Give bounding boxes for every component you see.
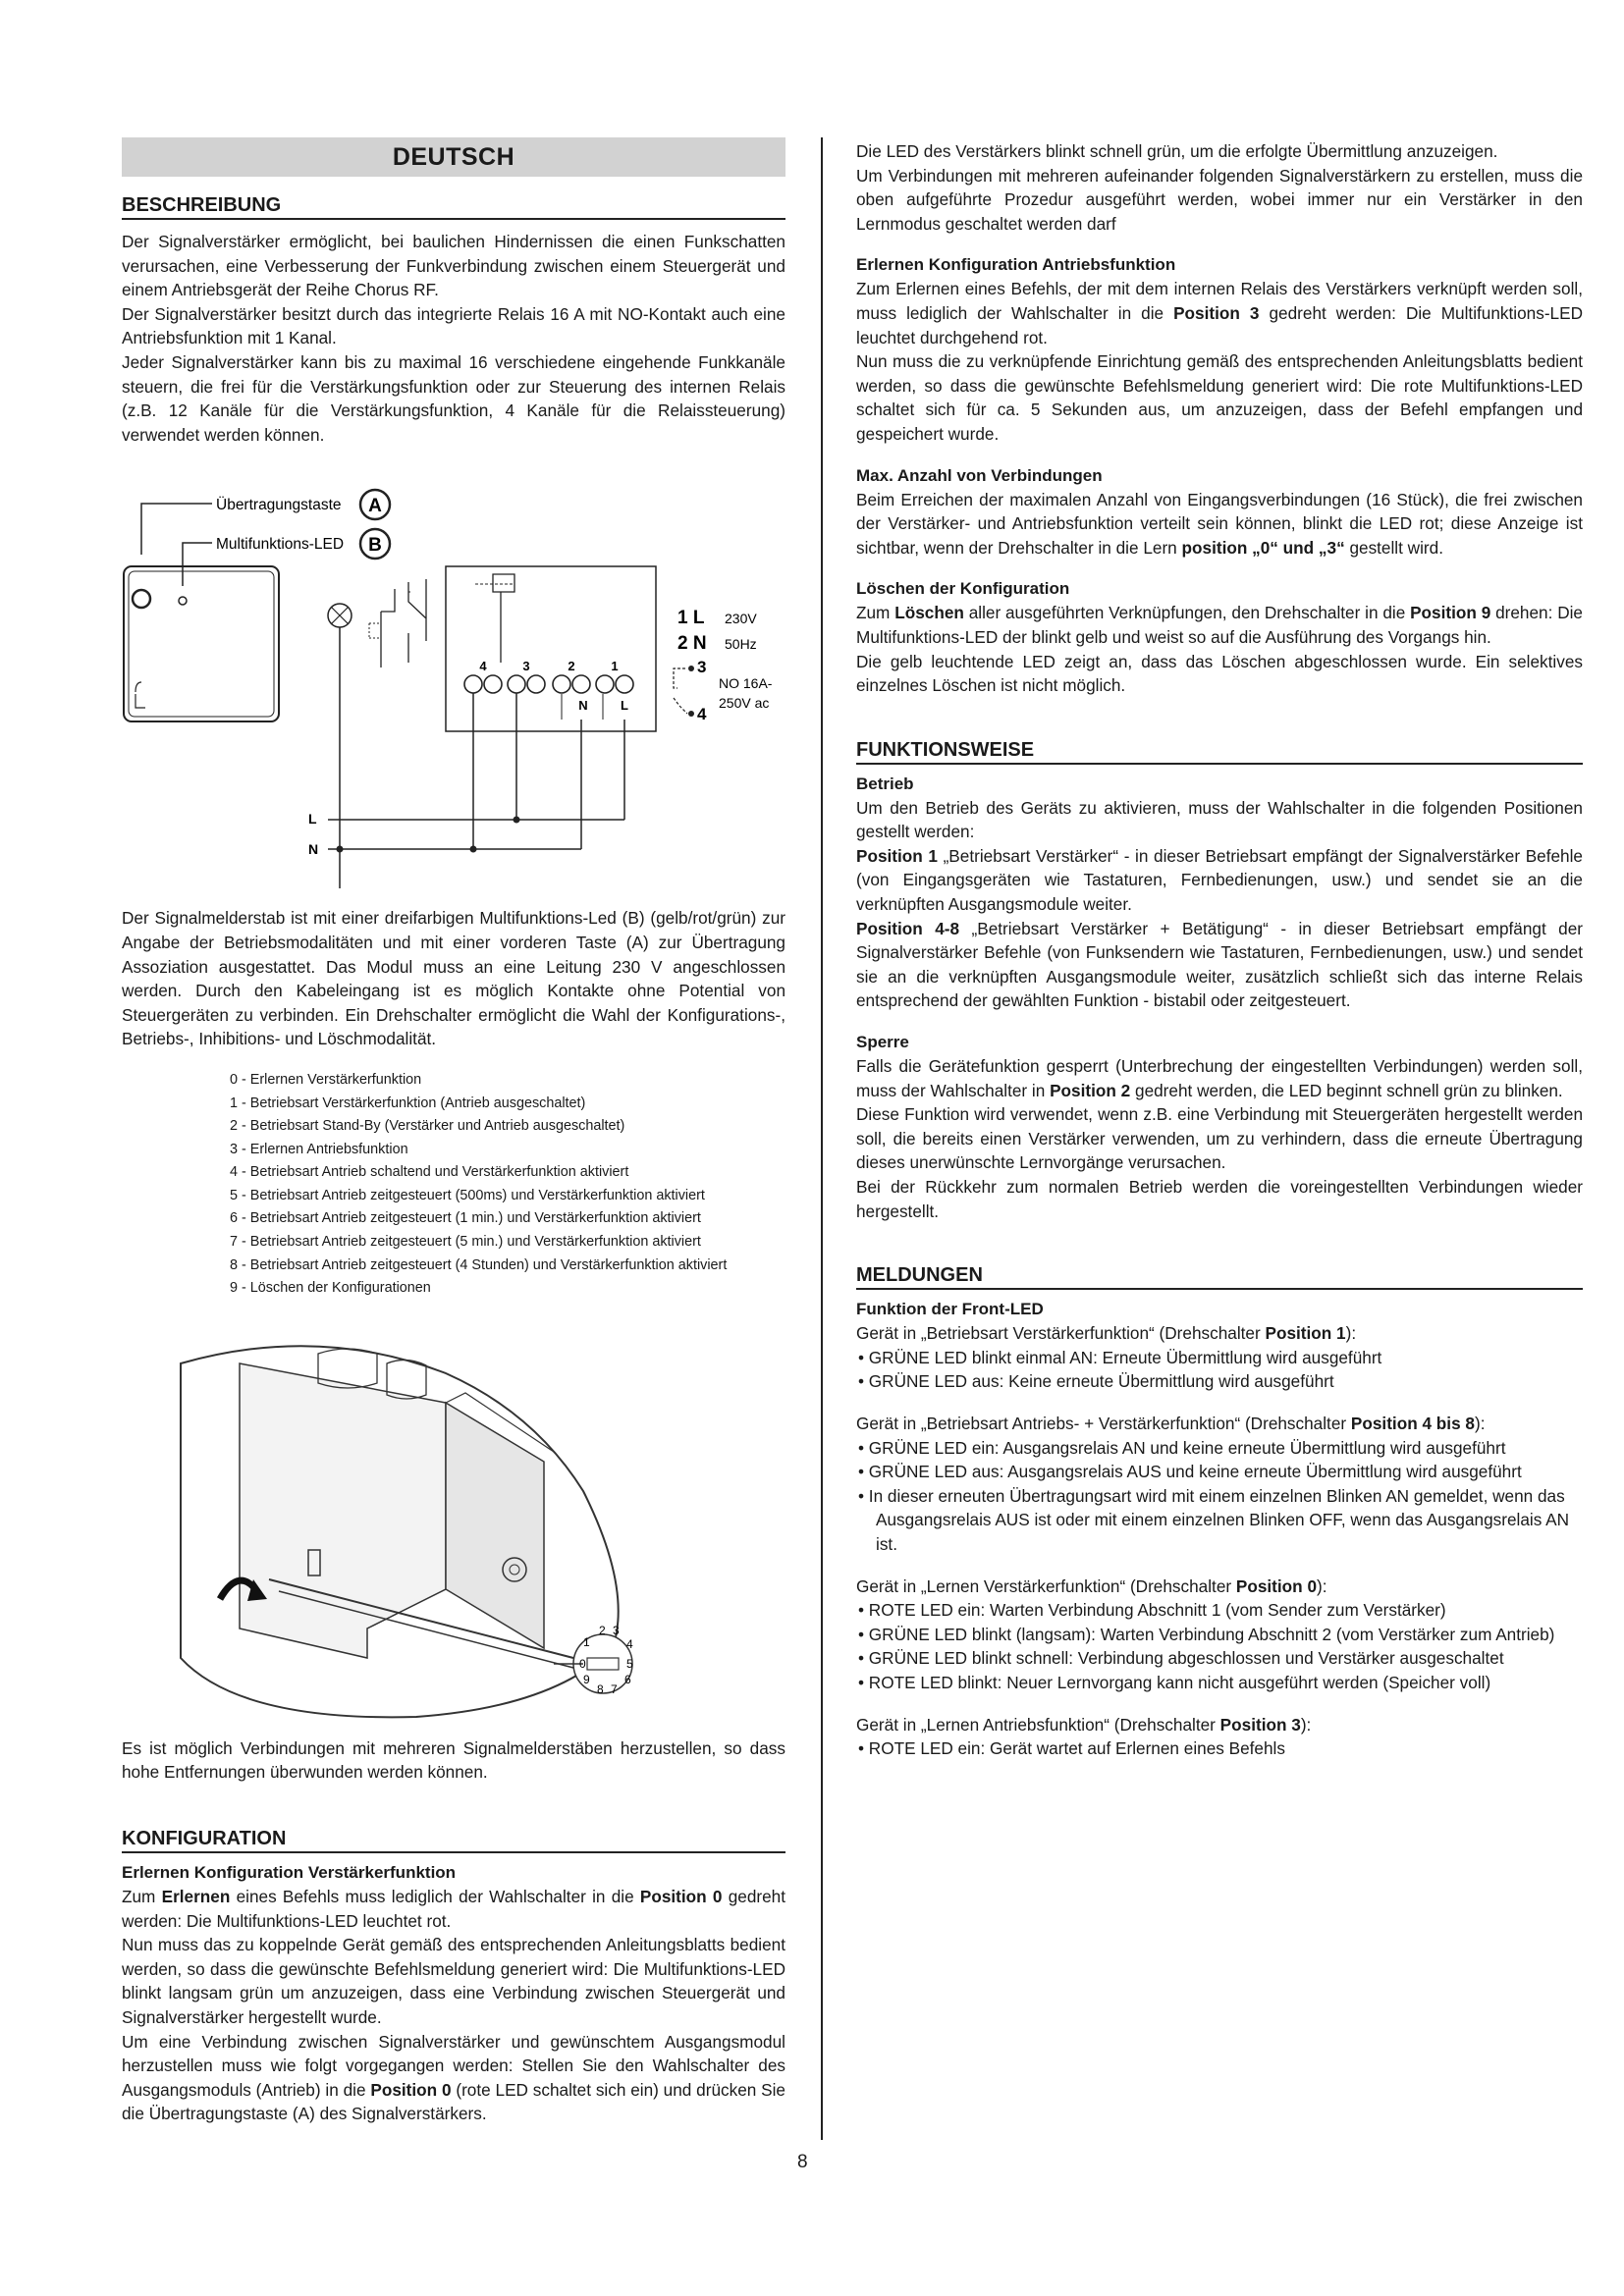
paragraph: Die LED des Verstärkers blinkt schnell grün, um die erfolgte Übermittlung anzuzeigen. — [856, 141, 1498, 161]
callout-label-a: Übertragungstaste — [216, 497, 342, 514]
paragraph: Gerät in „Betriebsart Antriebs- + Verstärkerfunktion“ (Drehschalter Position 4 bis 8): — [856, 1413, 1486, 1433]
subheading: Erlernen Konfiguration Verstärkerfunktion — [122, 1863, 457, 1883]
paragraph: Gerät in „Lernen Antriebsfunktion“ (Drehschalter Position 3): — [856, 1714, 1312, 1735]
list-item: • GRÜNE LED aus: Ausgangsrelais AUS und keine erneute Übermittlung wird ausgeführt — [858, 1462, 1522, 1482]
list-item: • In dieser erneuten Übertragungsart wird mit einem einzelnen Blinken AN gemeldet, wenn das Ausgangsrelais AUS ist oder mit einem einzelnen Blinken OFF, wenn das Ausgangsrelais AN ist. — [858, 1485, 1570, 1554]
terminal-legend-4: 4 — [697, 705, 707, 724]
paragraph: Gerät in „Betriebsart Verstärkerfunktion“ (Drehschalter Position 1): — [856, 1323, 1357, 1344]
device-front — [124, 566, 279, 721]
voltage-label: 230V — [725, 611, 757, 627]
list-item: 8 - Betriebsart Antrieb zeitgesteuert (4 Stunden) und Verstärkerfunktion aktiviert — [230, 1256, 728, 1273]
subheading: Löschen der Konfiguration — [856, 579, 1070, 599]
paragraph: Nun muss die zu verknüpfende Einrichtung gemäß des entsprechenden Anleitungsblatts bedient werden, so dass die gewünschte Befehlsmeldung generiert wird: Die rote Multifunktions-LED schaltet sich für ca. 5 Sekunden aus, um anzuzeigen, dass der Befehl empfangen und gespeichert wurde. — [856, 351, 1583, 444]
paragraph: Zum Löschen aller ausgeführten Verknüpfungen, den Drehschalter in die Position 9 drehen: Die Multifunktions-LED der blinkt gelb und weist so auf die Ausführung des Vorgangs hin. — [856, 603, 1583, 647]
dial-digit: 4 — [626, 1636, 633, 1651]
terminal-legend-3: 3 — [697, 658, 707, 677]
list-item: 2 - Betriebsart Stand-By (Verstärker und Antrieb ausgeschaltet) — [230, 1118, 625, 1135]
list-item: 6 - Betriebsart Antrieb zeitgesteuert (1 min.) und Verstärkerfunktion aktiviert — [230, 1210, 701, 1227]
subheading: Funktion der Front-LED — [856, 1300, 1044, 1319]
terminal-label-n: N — [578, 698, 588, 714]
left-column — [122, 137, 785, 2126]
dial-digit: 2 — [599, 1623, 606, 1637]
terminal-label-l: L — [621, 698, 628, 714]
paragraph: Gerät in „Lernen Verstärkerfunktion“ (Drehschalter Position 0): — [856, 1575, 1327, 1596]
paragraph: Falls die Gerätefunktion gesperrt (Unterbrechung der eingestellten Verbindungen) werden soll, muss der Wahlschalter in Position 2 gedreht werden, die LED beginnt schnell grün zu blinken. — [856, 1056, 1583, 1100]
dial-digit: 1 — [583, 1634, 590, 1649]
paragraph: Jeder Signalverstärker kann bis zu maximal 16 verschiedene eingehende Funkkanäle steuern, die frei für die Verstärkungsfunktion oder zur Steuerung des internen Relais (z.B. 12 Kanäle für die Verstärkungsfunktion, 4 Kanäle für die Relaissteuerung) verwendet werden können. — [122, 351, 785, 445]
paragraph: Beim Erreichen der maximalen Anzahl von Eingangsverbindungen (16 Stück), die frei zwischen der Verstärker- und Antriebsfunktion verteilt sein können, blinkt die LED rot; diese Anzeige ist sichtbar, wenn der Drehschalter in die Lern position „0“ und „3“ gestellt wird. — [856, 489, 1583, 558]
device-illustration — [122, 1334, 785, 1727]
paragraph: Die gelb leuchtende LED zeigt an, dass das Löschen abgeschlossen wurde. Ein selektives einzelnes Löschen ist nicht möglich. — [856, 651, 1583, 696]
paragraph: Bei der Rückkehr zum normalen Betrieb werden die voreingestellten Verbindungen wieder hergestellt. — [856, 1177, 1583, 1221]
list-item: • ROTE LED ein: Warten Verbindung Abschnitt 1 (vom Sender zum Verstärker) — [858, 1600, 1446, 1621]
section-title-beschreibung: BESCHREIBUNG — [122, 194, 785, 220]
wire-label-l: L — [308, 811, 317, 828]
section-title-meldungen: MELDUNGEN — [856, 1264, 1583, 1290]
paragraph: Der Signalverstärker ermöglicht, bei baulichen Hindernissen die einen Funkschatten verursachen, eine Verbesserung der Funkverbindung zwischen einem Steuergerät und einem Antriebsgerät der Reihe Chorus RF. — [122, 232, 785, 300]
list-item: • GRÜNE LED blinkt (langsam): Warten Verbindung Abschnitt 2 (vom Verstärker zum Antrieb) — [858, 1624, 1555, 1644]
list-item: 1 - Betriebsart Verstärkerfunktion (Antrieb ausgeschaltet) — [230, 1095, 586, 1111]
paragraph: Um Verbindungen mit mehreren aufeinander folgenden Signalverstärkern zu erstellen, muss die oben aufgeführte Prozedur ausgeführt werden, wobei immer nur ein Verstärker in den Lernmodus geschaltet werden darf — [856, 165, 1583, 234]
list-item: • ROTE LED ein: Gerät wartet auf Erlernen eines Befehls — [858, 1738, 1285, 1759]
section-title-konfiguration: KONFIGURATION — [122, 1828, 785, 1853]
dial-digit: 7 — [611, 1682, 618, 1696]
terminal-number: 3 — [522, 659, 530, 674]
list-item: • GRÜNE LED aus: Keine erneute Übermittlung wird ausgeführt — [858, 1371, 1334, 1392]
callout-letter-a: A — [368, 496, 382, 517]
paragraph: Position 4-8 „Betriebsart Verstärker + Betätigung“ - in dieser Betriebsart empfängt der Signalverstärker Befehle (von Funksendern wie Tastaturen, Fernbedienungen, usw.) und sendet sie an die verknüpften Ausgangsmodule weiter, zusätzlich schließt sich das interne Relais entsprechend der gewählten Funktion - bistabil oder zeitgesteuert. — [856, 918, 1583, 1011]
paragraph: Zum Erlernen eines Befehls, der mit dem internen Relais des Verstärkers verknüpft werden soll, muss lediglich der Wahlschalter in die Position 3 gedreht werden: Die Multifunktions-LED leuchtet durchgehend rot. — [856, 279, 1583, 347]
position-list — [230, 1069, 785, 1301]
paragraph: Der Signalmelderstab ist mit einer dreifarbigen Multifunktions-Led (B) (gelb/rot/grün) zur Angabe der Betriebsmodalitäten und mit einer vorderen Taste (A) zur Übertragung Assoziation ausgestattet. Das Modul muss an eine Leitung 230 V angeschlossen werden. Durch den Kabeleingang ist es möglich Kontakte ohne Potential von Steuergeräten zu verbinden. Ein Drehschalter ermöglicht die Wahl der Konfigurations-, Betriebs-, Inhibitions- und Löschmodalität. — [122, 908, 785, 1049]
wiring-diagram — [122, 466, 785, 888]
callout-label-b: Multifunktions-LED — [216, 536, 345, 554]
relay-rating-1: NO 16A- — [719, 675, 773, 692]
paragraph: Diese Funktion wird verwendet, wenn z.B. eine Verbindung mit Steuergeräten hergestellt werden soll, die bereits einen Verstärker verwenden, um zu verhindern, dass die erneute Übertragung dieses unerwünschte Lernvorgänge verursachen. — [856, 1104, 1583, 1173]
paragraph: Um den Betrieb des Geräts zu aktivieren, muss der Wahlschalter in die folgenden Positionen gestellt werden: — [856, 797, 1583, 842]
paragraph: Der Signalverstärker besitzt durch das integrierte Relais 16 A mit NO-Kontakt auch eine Antriebsfunktion mit 1 Kanal. — [122, 303, 785, 348]
list-item: • GRÜNE LED blinkt einmal AN: Erneute Übermittlung wird ausgeführt — [858, 1347, 1382, 1367]
paragraph: Nun muss das zu koppelnde Gerät gemäß des entsprechenden Anleitungsblatts bedient werden, so dass die gewünschte Befehlsmeldung generiert wird: Die Multifunktions-LED blinkt langsam grün um anzuzeigen, dass eine Verbindung zwischen Steuergerät und Signalverstärker hergestellt wurde. — [122, 1935, 785, 2027]
relay-rating-2: 250V ac — [719, 695, 770, 712]
section-title-funktionsweise: FUNKTIONSWEISE — [856, 739, 1583, 765]
rotary-dial — [554, 1634, 632, 1693]
paragraph: Es ist möglich Verbindungen mit mehreren Signalmelderstäben herzustellen, so dass hohe Entfernungen überwunden werden können. — [122, 1737, 785, 1783]
subheading: Max. Anzahl von Verbindungen — [856, 465, 1103, 485]
paragraph: Position 1 „Betriebsart Verstärker“ - in dieser Betriebsart empfängt der Signalverstärker Befehle (von Eingangsgeräten wie Tastaturen, Fernbedienungen, usw.) und sendet sie an die verknüpften Ausgangsmodule weiter. — [856, 845, 1583, 915]
terminal-legend-1: 1 L — [677, 608, 705, 629]
wire-label-n: N — [308, 841, 319, 858]
dial-digit: 6 — [624, 1672, 631, 1686]
list-item: 7 - Betriebsart Antrieb zeitgesteuert (5 min.) und Verstärkerfunktion aktiviert — [230, 1234, 701, 1251]
dial-digit: 0 — [579, 1656, 586, 1671]
paragraph: Um eine Verbindung zwischen Signalverstärker und gewünschtem Ausgangsmodul herzustellen muss wie folgt vorgegangen werden: Stellen Sie den Wahlschalter des Ausgangsmoduls (Antrieb) in die Position 0 (rote LED schaltet sich ein) und drücken Sie die Übertragungstaste (A) des Signalverstärkers. — [122, 2031, 785, 2124]
terminal-number: 2 — [568, 659, 575, 674]
list-item: 4 - Betriebsart Antrieb schaltend und Verstärkerfunktion aktiviert — [230, 1164, 629, 1181]
dial-digit: 5 — [626, 1656, 633, 1671]
list-item: • GRÜNE LED ein: Ausgangsrelais AN und keine erneute Übermittlung wird ausgeführt — [858, 1437, 1506, 1458]
list-item: 9 - Löschen der Konfigurationen — [230, 1280, 431, 1297]
dial-digit: 3 — [613, 1623, 620, 1637]
terminal-legend-2: 2 N — [677, 633, 707, 655]
led-icon — [179, 597, 187, 605]
right-column — [856, 139, 1583, 1761]
column-divider — [821, 137, 823, 2140]
frequency-label: 50Hz — [725, 636, 757, 653]
subheading: Sperre — [856, 1033, 909, 1052]
terminal-number: 1 — [611, 659, 619, 674]
transmit-button-icon — [133, 590, 150, 608]
dial-digit: 8 — [597, 1682, 604, 1696]
list-item: • ROTE LED blinkt: Neuer Lernvorgang kann nicht ausgeführt werden (Speicher voll) — [858, 1672, 1491, 1692]
terminal-row — [464, 675, 633, 693]
callout-letter-b: B — [368, 535, 382, 557]
dial-digit: 9 — [583, 1672, 590, 1686]
list-item: 0 - Erlernen Verstärkerfunktion — [230, 1071, 422, 1088]
list-item: • GRÜNE LED blinkt schnell: Verbindung abgeschlossen und Verstärker ausgeschaltet — [858, 1648, 1504, 1669]
list-item: 3 - Erlernen Antriebsfunktion — [230, 1141, 408, 1157]
paragraph: Zum Erlernen eines Befehls muss lediglich der Wahlschalter in die Position 0 gedreht werden: Die Multifunktions-LED leuchtet rot. — [122, 1887, 785, 1931]
subheading: Betrieb — [856, 774, 914, 793]
page-number: 8 — [797, 2152, 808, 2172]
list-item: 5 - Betriebsart Antrieb zeitgesteuert (500ms) und Verstärkerfunktion aktiviert — [230, 1187, 705, 1203]
terminal-number: 4 — [479, 659, 487, 674]
subheading: Erlernen Konfiguration Antriebsfunktion — [856, 255, 1176, 275]
language-banner: DEUTSCH — [122, 137, 785, 177]
